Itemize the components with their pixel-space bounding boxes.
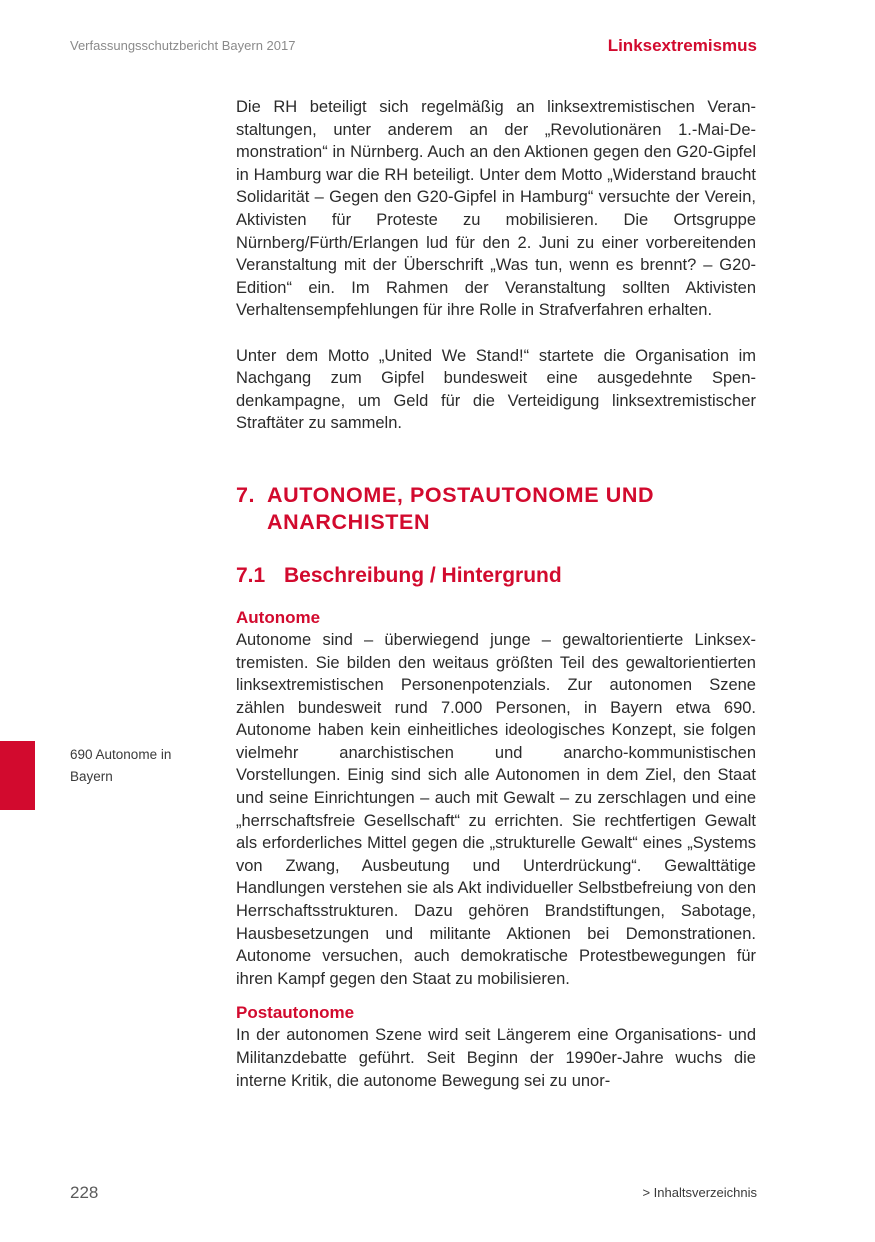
paragraph-united-we-stand: Unter dem Motto „United We Stand!“ startete die Organisation im Nachgang zum Gipfel bundesweit eine ausgedehnte Spendenkampagne, um Geld für die Verteidigung linksextremistischer Straftäter zu sammeln. — [236, 346, 756, 433]
subsection-title: Beschreibung / Hintergrund — [284, 563, 562, 587]
subsection-heading — [236, 563, 756, 589]
paragraph-postautonome: In der autonomen Szene wird seit Längerem eine Organisations- und Militanzdebatte geführt. Seit Beginn der 1990er-Jahre wuchs die interne Kritik, die autonome Bewegung sei zu unor- — [236, 1026, 756, 1090]
main-content — [236, 96, 756, 1092]
autonome-heading: Autonome — [236, 607, 321, 627]
page-number: 228 — [70, 1183, 99, 1202]
section-number: 7. — [236, 482, 256, 507]
paragraph-autonome: Autonome sind – überwiegend junge – gewaltorientierte Linksextremisten. Sie bilden den weitaus größten Teil des gewaltorientierten linksextremistischen Personenpotenzials. Zur autonomen Szene zählen bundesweit rund 7.000 Personen, in Bayern etwa 690. Autonome haben kein einheitliches ideologisches Konzept, sie folgen vielmehr anarchistischen und anarcho-kommunistischen Vorstellungen. Einig sind sich alle Autonomen in dem Ziel, den Staat und seine Einrichtungen – auch mit Gewalt – zu zerschlagen und eine „herrschaftsfreie Gesellschaft“ zu errichten. Sie rechtfertigen Gewalt als erforderliches Mittel gegen die „strukturelle Gewalt“ eines „Systems von Zwang, Ausbeutung und Unterdrückung“. Gewalttätige Handlungen verstehen sie als Akt individueller Selbstbefreiung von den Herrschaftsstrukturen. Dazu gehören Brandstiftungen, Sabotage, Hausbesetzungen und militante Aktionen bei Demonstrationen. Autonome versuchen, auch demokratische Protestbewegungen für ihren Kampf gegen den Staat zu mobilisieren. — [236, 630, 756, 988]
subsection-number: 7.1 — [236, 563, 266, 587]
margin-note: 690 Autonome in Bayern — [70, 747, 172, 784]
header-publication: Verfassungsschutzbericht Bayern 2017 — [70, 38, 296, 53]
header-chapter: Linksextremismus — [607, 36, 757, 55]
toc-link[interactable]: > Inhaltsverzeichnis — [642, 1185, 757, 1200]
postautonome-heading: Postautonome — [236, 1003, 355, 1023]
section-heading — [236, 482, 756, 536]
paragraph-rh-events: Die RH beteiligt sich regelmäßig an linksextremistischen Veranstaltungen, unter anderem an der „Revolutionären 1.-Mai-Demonstration“ in Nürnberg. Auch an den Aktionen gegen den G20-Gipfel in Hamburg war die RH beteiligt. Unter dem Motto „Widerstand braucht Solidarität – Gegen den G20-Gipfel in Hamburg“ versuchte der Verein, Aktivisten für Proteste zu mobilisieren. Die Ortsgruppe Nürnberg/Fürth/Erlangen lud für den 2. Juni zu einer vorbereitenden Veranstaltung mit der Überschrift „Was tun, wenn es brennt? – G20-Edition“ ein. Im Rahmen der Veranstaltung sollten Aktivisten Verhaltensempfehlungen für ihre Rolle in Strafverfahren erhalten. — [236, 98, 756, 320]
section-title: AUTONOME, POSTAUTONOME UND ANARCHISTEN — [267, 482, 655, 534]
margin-marker — [0, 741, 35, 810]
